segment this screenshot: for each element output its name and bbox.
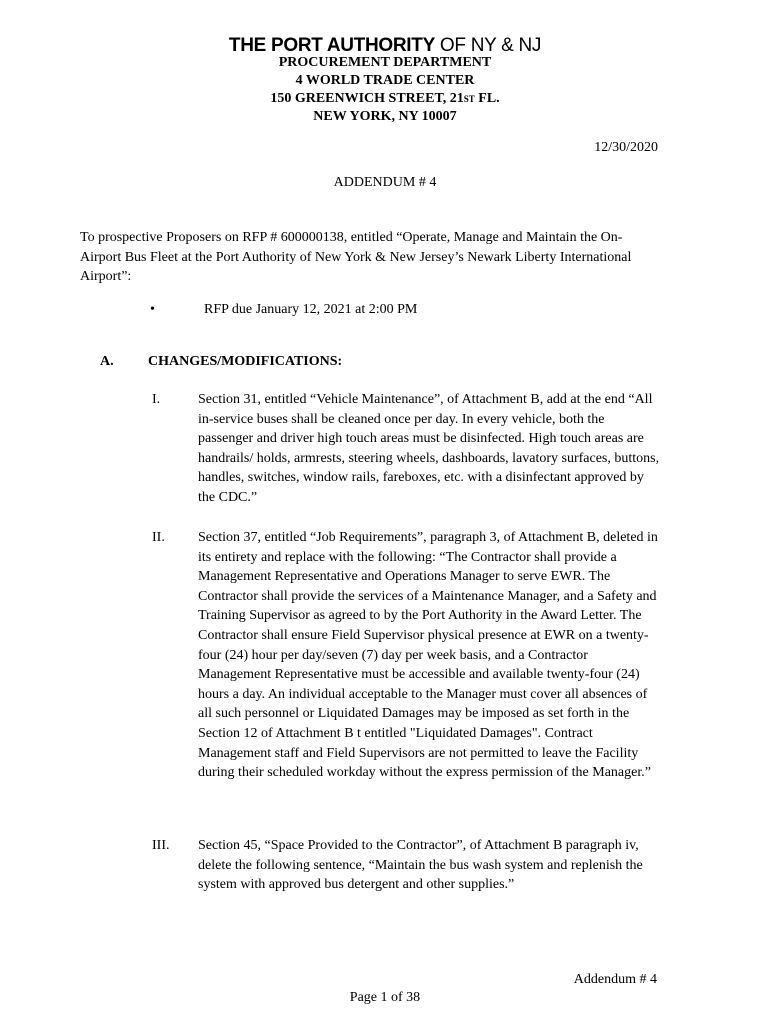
item-number: II. (152, 530, 165, 545)
logo-light-text: OF NY & NJ (434, 35, 542, 56)
port-authority-logo (0, 36, 770, 56)
header-line-3-b: FL. (474, 91, 500, 106)
item-paragraph: Section 45, “Space Provided to the Contractor”, of Attachment B paragraph iv, delete the following sentence, “Maintain the bus wash system and replenish the system with approved bus detergent and other supplies.” (198, 838, 643, 893)
item-number: III. (152, 838, 170, 853)
item-paragraph: Section 31, entitled “Vehicle Maintenance”, of Attachment B, add at the end “All in-service buses shall be cleaned once per day. In every vehicle, both the passenger and driver high touch areas must be disinfected. High touch areas are handrails/ holds, armrests, steering wheels, dashboards, lavatory surfaces, buttons, handles, switches, window rails, fareboxes, etc. with a disinfectant approved by the CDC.” (198, 392, 660, 505)
section-title: CHANGES/MODIFICATIONS: (148, 354, 343, 369)
intro-paragraph: To prospective Proposers on RFP # 600000138, entitled “Operate, Manage and Maintain the On-Airport Bus Fleet at the Port Authority of New York & New Jersey’s Newark Liberty International Airport”: (80, 230, 632, 284)
footer-addendum-label: Addendum # 4 (573, 972, 657, 987)
bullet-symbol: • (150, 302, 155, 317)
header-line-1: PROCUREMENT DEPARTMENT (278, 55, 492, 70)
header-line-3 (0, 90, 770, 108)
header-line-4: NEW YORK, NY 10007 (313, 109, 457, 124)
header-line-2: 4 WORLD TRADE CENTER (295, 73, 475, 88)
logo-bold-text: THE PORT AUTHORITY (228, 35, 435, 56)
item-paragraph: Section 37, entitled “Job Requirements”, paragraph 3, of Attachment B, deleted in its entirety and replace with the following: “The Contractor shall provide a Management Representative and Operations Manager to serve EWR. The Contractor shall provide the services of a Maintenance Manager, and a Safety and Training Supervisor as agreed to by the Port Authority in the Award Letter. The Contractor shall ensure Field Supervisor physical presence at EWR on a twenty-four (24) hour per day/seven (7) day per week basis, and a Contractor Management Representative must be accessible and available twenty-four (24) hours a day. An individual acceptable to the Manager must cover all absences of all such personnel or Liquidated Damages may be imposed as set forth in the Section 12 of Attachment B t entitled "Liquidated Damages". Contract Management staff and Field Supervisors are not permitted to leave the Facility during their scheduled workday without the express permission of the Manager.” (198, 530, 658, 781)
section-letter: A. (100, 354, 114, 369)
addendum-title: ADDENDUM # 4 (333, 175, 437, 190)
due-date-bullet: RFP due January 12, 2021 at 2:00 PM (204, 302, 418, 317)
document-date: 12/30/2020 (594, 140, 658, 155)
header-line-3-a: 150 GREENWICH STREET, 21 (270, 91, 464, 106)
page-number: Page 1 of 38 (349, 990, 421, 1005)
item-number: I. (152, 392, 161, 407)
header-line-3-suffix: ST (463, 94, 475, 104)
